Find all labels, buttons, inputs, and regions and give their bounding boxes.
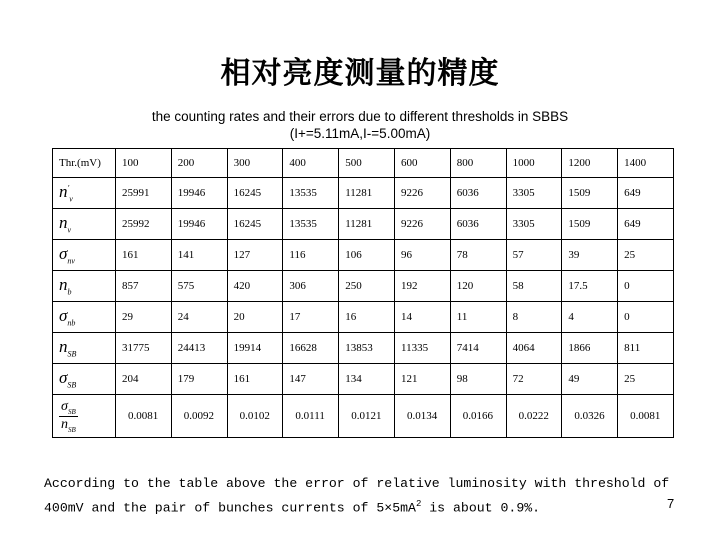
conclusion-line-1: According to the table above the error of relative luminosity with threshold of — [44, 476, 670, 491]
table-cell: 192 — [394, 271, 450, 302]
conclusion-text — [44, 474, 684, 518]
table-row — [53, 209, 674, 240]
table-cell: 20 — [227, 302, 283, 333]
table-cell: 96 — [394, 240, 450, 271]
row-symbol-sigma-n-nu: $\sigma_{n\nu}$ — [53, 240, 116, 271]
table-cell: 24413 — [171, 333, 227, 364]
row-symbol-n-sb: $n_{SB}$ — [53, 333, 116, 364]
table-cell: 120 — [450, 271, 506, 302]
page-number: 7 — [667, 496, 675, 511]
table-cell: 0.0166 — [450, 395, 506, 438]
table-cell: 25 — [618, 364, 674, 395]
table-cell: 0.0222 — [506, 395, 562, 438]
table-cell: 11335 — [394, 333, 450, 364]
threshold-cell: 1000 — [506, 149, 562, 178]
threshold-cell: 500 — [339, 149, 395, 178]
threshold-cell: 400 — [283, 149, 339, 178]
table-cell: 4064 — [506, 333, 562, 364]
table-cell: 78 — [450, 240, 506, 271]
table-cell: 161 — [116, 240, 172, 271]
table-cell: 857 — [116, 271, 172, 302]
table-cell: 7414 — [450, 333, 506, 364]
header-row — [53, 149, 674, 178]
threshold-cell: 200 — [171, 149, 227, 178]
threshold-cell: 300 — [227, 149, 283, 178]
table-cell: 0.0092 — [171, 395, 227, 438]
table-cell: 1509 — [562, 209, 618, 240]
table-row — [53, 302, 674, 333]
table-caption — [0, 108, 720, 142]
table-cell: 9226 — [394, 178, 450, 209]
conclusion-line-2 — [44, 494, 684, 518]
table-cell: 14 — [394, 302, 450, 333]
table-row — [53, 395, 674, 438]
table-cell: 6036 — [450, 209, 506, 240]
table-cell: 24 — [171, 302, 227, 333]
table-row — [53, 364, 674, 395]
table-cell: 121 — [394, 364, 450, 395]
table-cell: 4 — [562, 302, 618, 333]
table-cell: 134 — [339, 364, 395, 395]
table-cell: 649 — [618, 209, 674, 240]
row-symbol-n-b: $n_b$ — [53, 271, 116, 302]
table-cell: 11 — [450, 302, 506, 333]
table-cell: 16 — [339, 302, 395, 333]
threshold-cell: 100 — [116, 149, 172, 178]
table-cell: 13535 — [283, 209, 339, 240]
threshold-cell: 800 — [450, 149, 506, 178]
table-cell: 0.0134 — [394, 395, 450, 438]
table-cell: 13853 — [339, 333, 395, 364]
table-cell: 0.0121 — [339, 395, 395, 438]
conclusion-line-2-text: 400mV and the pair of bunches currents of 5×5mA — [44, 500, 416, 516]
table-cell: 3305 — [506, 178, 562, 209]
caption-line-2: (I+=5.11mA,I-=5.00mA) — [289, 126, 431, 141]
row-symbol-n-prime-nu: $n'_\nu$ — [53, 178, 116, 209]
table-cell: 811 — [618, 333, 674, 364]
table-cell: 11281 — [339, 209, 395, 240]
table-cell: 420 — [227, 271, 283, 302]
table-cell: 116 — [283, 240, 339, 271]
caption-line-1: the counting rates and their errors due to different thresholds in SBBS — [151, 109, 569, 124]
table-cell: 19946 — [171, 178, 227, 209]
table-cell: 306 — [283, 271, 339, 302]
table-cell: 16628 — [283, 333, 339, 364]
table-cell: 58 — [506, 271, 562, 302]
table-cell: 98 — [450, 364, 506, 395]
table-cell: 250 — [339, 271, 395, 302]
table-cell: 204 — [116, 364, 172, 395]
table-cell: 0.0111 — [283, 395, 339, 438]
table-cell: 17.5 — [562, 271, 618, 302]
table-cell: 141 — [171, 240, 227, 271]
table-row — [53, 271, 674, 302]
row-symbol-n-nu: $n_\nu$ — [53, 209, 116, 240]
table-cell: 29 — [116, 302, 172, 333]
table-cell: 649 — [618, 178, 674, 209]
table-cell: 8 — [506, 302, 562, 333]
table-cell: 16245 — [227, 178, 283, 209]
table-cell: 6036 — [450, 178, 506, 209]
table-cell: 0 — [618, 302, 674, 333]
conclusion-superscript: 2 — [415, 499, 422, 509]
table-cell: 25 — [618, 240, 674, 271]
threshold-cell: 1200 — [562, 149, 618, 178]
table-row — [53, 333, 674, 364]
table-cell: 16245 — [227, 209, 283, 240]
table-cell: 0.0326 — [562, 395, 618, 438]
table-cell: 1866 — [562, 333, 618, 364]
table-cell: 19914 — [227, 333, 283, 364]
table-cell: 25991 — [116, 178, 172, 209]
table-cell: 25992 — [116, 209, 172, 240]
table-cell: 3305 — [506, 209, 562, 240]
table-cell: 179 — [171, 364, 227, 395]
table-cell: 147 — [283, 364, 339, 395]
table-cell: 11281 — [339, 178, 395, 209]
row-symbol-sigma-sb-over-n-sb: $\frac{\sigma_{SB}}{n_{SB}}$ — [53, 395, 116, 438]
counting-rates-table — [52, 148, 674, 438]
table-row — [53, 240, 674, 271]
table-cell: 39 — [562, 240, 618, 271]
table-cell: 0 — [618, 271, 674, 302]
table-cell: 161 — [227, 364, 283, 395]
table-cell: 72 — [506, 364, 562, 395]
conclusion-line-2-end: is about 0.9%. — [421, 500, 541, 516]
table-cell: 19946 — [171, 209, 227, 240]
table-cell: 575 — [171, 271, 227, 302]
table-cell: 49 — [562, 364, 618, 395]
table-cell: 31775 — [116, 333, 172, 364]
threshold-header-label: Thr.(mV) — [53, 149, 116, 178]
table-cell: 17 — [283, 302, 339, 333]
table-cell: 0.0102 — [227, 395, 283, 438]
page-title: 相对亮度测量的精度 — [220, 56, 500, 91]
table-cell: 9226 — [394, 209, 450, 240]
table-cell: 0.0081 — [618, 395, 674, 438]
table-cell: 13535 — [283, 178, 339, 209]
table-cell: 1509 — [562, 178, 618, 209]
row-symbol-sigma-sb: $\sigma_{SB}$ — [53, 364, 116, 395]
table-cell: 0.0081 — [116, 395, 172, 438]
threshold-cell: 1400 — [618, 149, 674, 178]
row-symbol-sigma-n-b: $\sigma_{nb}$ — [53, 302, 116, 333]
table-row — [53, 178, 674, 209]
table-cell: 106 — [339, 240, 395, 271]
threshold-cell: 600 — [394, 149, 450, 178]
table-cell: 57 — [506, 240, 562, 271]
table-cell: 127 — [227, 240, 283, 271]
